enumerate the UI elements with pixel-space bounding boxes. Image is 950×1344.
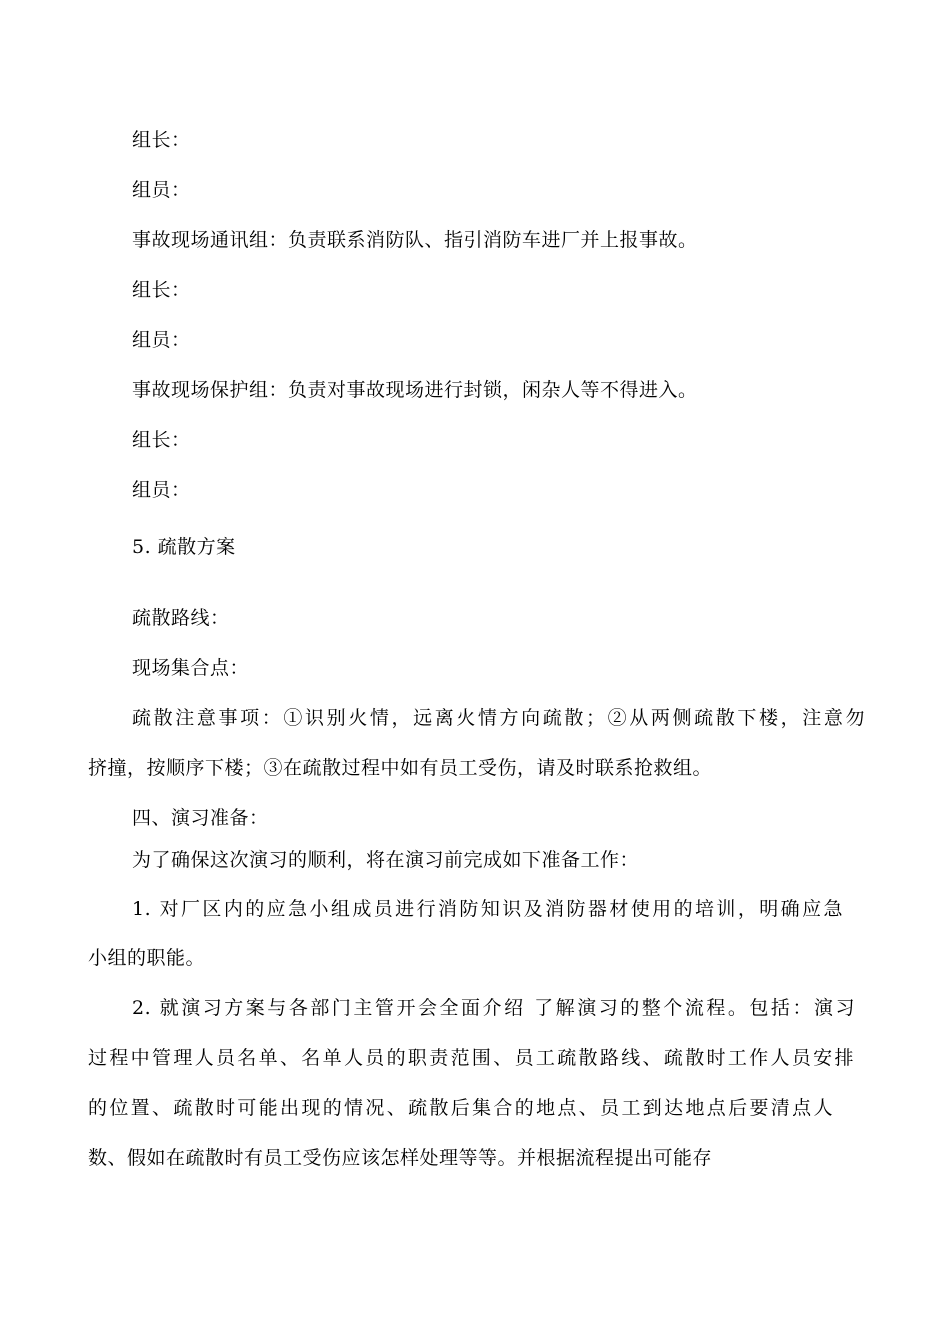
evacuation-notes-line-2: 挤撞，按顺序下楼；③在疏散过程中如有员工受伤，请及时联系抢救组。 [88,757,713,779]
group-leader-label: 组长： [132,129,191,151]
item-2-line-4: 数、假如在疏散时有员工受伤应该怎样处理等等。并根据流程提出可能存 [88,1147,713,1169]
group-member-label: 组员： [132,479,191,501]
group-leader-label: 组长： [132,429,191,451]
drill-preparation-heading: 四、演习准备： [132,807,269,829]
group-member-label: 组员： [132,329,191,351]
evacuation-notes-line-1: 疏散注意事项：①识别火情，远离火情方向疏散；②从两侧疏散下楼，注意勿 [132,707,865,729]
item-1-line-2: 小组的职能。 [88,947,206,969]
preparation-intro: 为了确保这次演习的顺利，将在演习前完成如下准备工作： [132,849,640,871]
evacuation-plan-heading: 5. 疏散方案 [132,536,236,558]
item-2-line-3: 的位置、疏散时可能出现的情况、疏散后集合的地点、员工到达地点后要清点人 [88,1097,833,1119]
item-2-line-2: 过程中管理人员名单、名单人员的职责范围、员工疏散路线、疏散时工作人员安排 [88,1047,854,1069]
communication-group-paragraph: 事故现场通讯组：负责联系消防队、指引消防车进厂并上报事故。 [132,229,698,251]
assembly-point-label: 现场集合点： [132,657,250,679]
group-member-label: 组员： [132,179,191,201]
item-1-line-1: 1. 对厂区内的应急小组成员进行消防知识及消防器材使用的培训，明确应急 [132,898,843,920]
protection-group-paragraph: 事故现场保护组：负责对事故现场进行封锁，闲杂人等不得进入。 [132,379,698,401]
item-2-line-1: 2. 就演习方案与各部门主管开会全面介绍 了解演习的整个流程。包括：演习 [132,997,855,1019]
group-leader-label: 组长： [132,279,191,301]
evacuation-route-label: 疏散路线： [132,607,230,629]
